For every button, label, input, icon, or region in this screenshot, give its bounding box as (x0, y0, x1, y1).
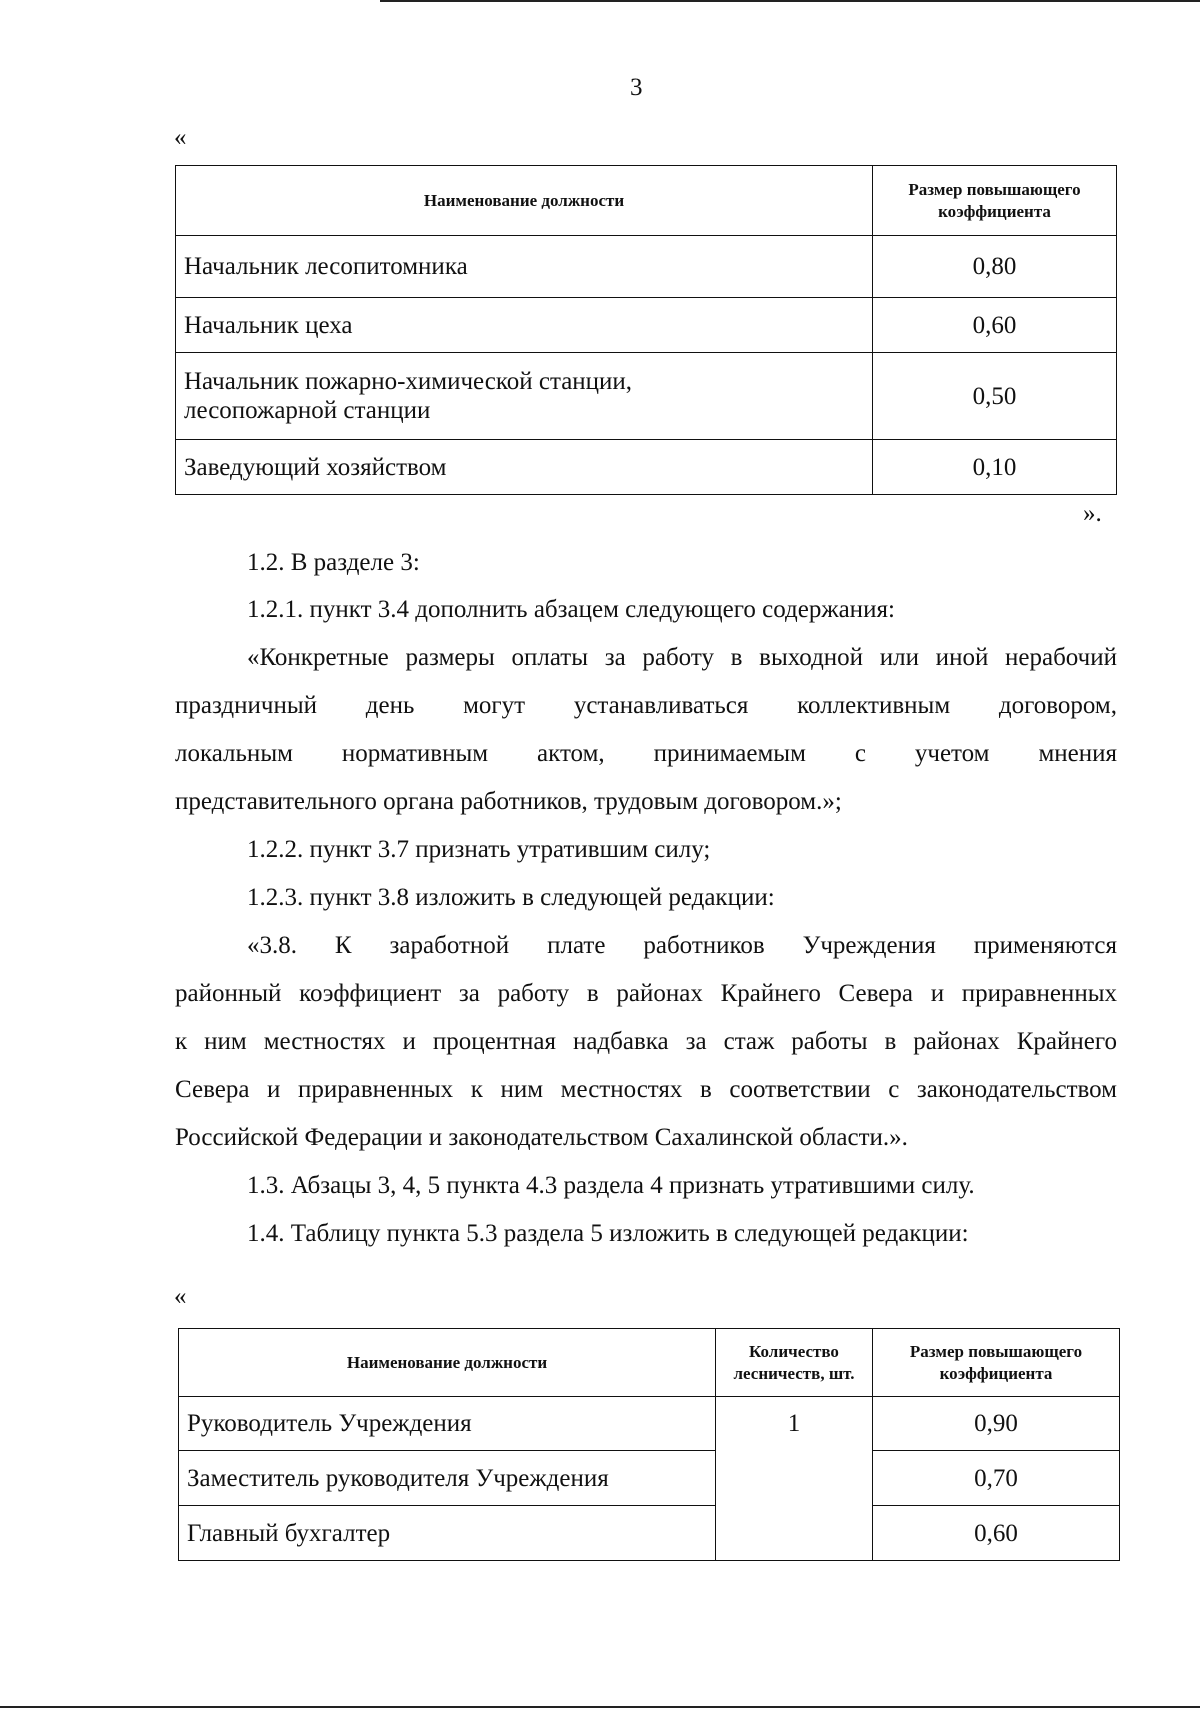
table2-header-count: Количество лесничеств, шт. (716, 1329, 873, 1397)
table1-header-position: Наименование должности (176, 166, 873, 236)
table1-coefficient-cell: 0,10 (873, 440, 1117, 495)
coefficient-table-2 (178, 1328, 1120, 1561)
table2-position-cell: Заместитель руководителя Учреждения (179, 1451, 716, 1506)
paragraph-1-3: 1.3. Абзацы 3, 4, 5 пункта 4.3 раздела 4 признать утратившими силу. (247, 1172, 975, 1199)
table1-header-row (176, 166, 1117, 236)
table2-row (179, 1451, 1120, 1506)
paragraph-1-4: 1.4. Таблицу пункта 5.3 раздела 5 изложить в следующей редакции: (247, 1220, 969, 1247)
quoted-paragraph-3-8-line: районный коэффициент за работу в районах Крайнего Севера и приравненных (175, 980, 1117, 1007)
paragraph-1-2-2: 1.2.2. пункт 3.7 признать утратившим силу; (247, 836, 711, 863)
table2-position-cell: Руководитель Учреждения (179, 1397, 716, 1451)
coefficient-table-1 (175, 165, 1117, 495)
table1-row (176, 236, 1117, 298)
paragraph-1-2: 1.2. В разделе 3: (247, 549, 420, 576)
table2-position-cell: Главный бухгалтер (179, 1506, 716, 1561)
table1-position-cell: Заведующий хозяйством (176, 440, 873, 495)
table2-header-position: Наименование должности (179, 1329, 716, 1397)
table1-coefficient-cell: 0,80 (873, 236, 1117, 298)
table2-row (179, 1506, 1120, 1561)
table1-coefficient-cell: 0,50 (873, 353, 1117, 440)
table2-count-cell: 1 (716, 1397, 873, 1561)
quoted-paragraph-line: праздничный день могут устанавливаться коллективным договором, (175, 692, 1117, 719)
document-body (175, 586, 1117, 1258)
table1-close-quote: ». (1083, 500, 1102, 527)
table2-header-row (179, 1329, 1120, 1397)
table1-row (176, 440, 1117, 495)
table1-row (176, 353, 1117, 440)
table1-position-cell: Начальник лесопитомника (176, 236, 873, 298)
table1-position-cell: Начальник пожарно-химической станции, лесопожарной станции (176, 353, 873, 440)
paragraph-1-2-3: 1.2.3. пункт 3.8 изложить в следующей редакции: (247, 884, 775, 911)
table2-coefficient-cell: 0,60 (873, 1506, 1120, 1561)
scan-top-edge-line (380, 0, 1200, 2)
table1-open-quote: « (174, 124, 187, 151)
table2-header-coefficient: Размер повышающего коэффициента (873, 1329, 1120, 1397)
quoted-paragraph-3-8-line: Севера и приравненных к ним местностях в соответствии с законодательством (175, 1076, 1117, 1103)
table2-coefficient-cell: 0,90 (873, 1397, 1120, 1451)
table1-position-cell: Начальник цеха (176, 298, 873, 353)
quoted-paragraph-3-8-line: Российской Федерации и законодательством Сахалинской области.». (175, 1124, 908, 1151)
quoted-paragraph-line: локальным нормативным актом, принимаемым с учетом мнения (175, 740, 1117, 767)
table2-open-quote: « (174, 1283, 187, 1310)
paragraph-1-2-1: 1.2.1. пункт 3.4 дополнить абзацем следующего содержания: (247, 596, 895, 623)
quoted-paragraph-3-8-line: к ним местностях и процентная надбавка за стаж работы в районах Крайнего (175, 1028, 1117, 1055)
quoted-paragraph-3-8-line: «3.8. К заработной плате работников Учреждения применяются (247, 932, 1117, 959)
table1-coefficient-cell: 0,60 (873, 298, 1117, 353)
page-number: 3 (630, 74, 643, 101)
quoted-paragraph-line: «Конкретные размеры оплаты за работу в выходной или иной нерабочий (247, 644, 1117, 671)
table1-row (176, 298, 1117, 353)
table2-coefficient-cell: 0,70 (873, 1451, 1120, 1506)
table1-header-coefficient: Размер повышающего коэффициента (873, 166, 1117, 236)
scan-bottom-edge-line (0, 1706, 1200, 1708)
table2-row (179, 1397, 1120, 1451)
quoted-paragraph-line: представительного органа работников, трудовым договором.»; (175, 788, 842, 815)
